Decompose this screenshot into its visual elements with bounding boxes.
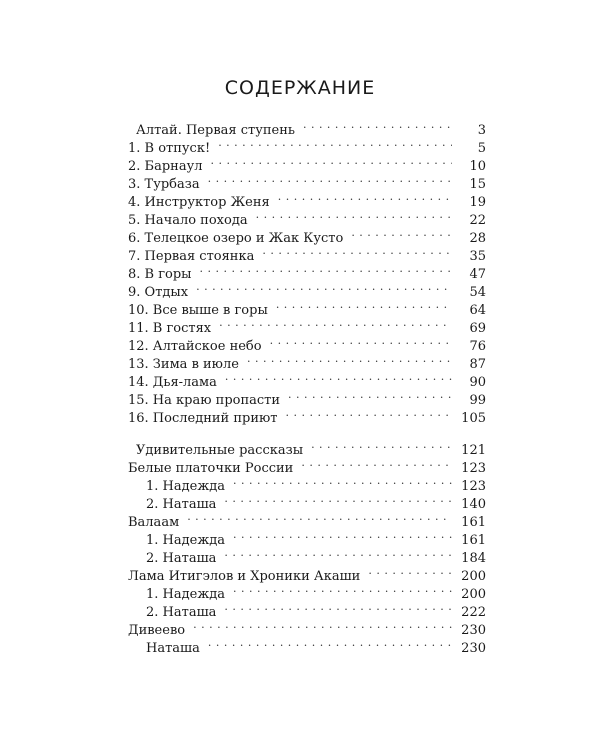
toc-page-number: 121 [461,443,486,458]
toc-entry-title: 8. В горы [128,267,192,282]
toc-page-number: 5 [477,141,486,156]
toc-entry-chapter[interactable] [128,260,486,282]
toc-entry-title: 3. Турбаза [128,177,200,192]
toc-entry-title: 11. В гостях [128,321,212,336]
toc-page-number: 161 [461,515,486,530]
toc-page-number: 230 [461,623,486,638]
toc-entry-title: 15. На краю пропасти [128,393,281,408]
toc-page-number: 87 [469,357,486,372]
toc-dot-leader [270,332,452,350]
toc-entry-title: 4. Инструктор Женя [128,195,270,210]
toc-page-number: 230 [461,641,486,656]
toc-entry-title: 2. Наташа [146,605,217,620]
toc-entry-chapter[interactable] [128,386,486,408]
toc-page-number: 69 [469,321,486,336]
toc-dot-leader [247,350,452,368]
toc-entry-chapter[interactable] [128,278,486,300]
toc-page-number: 35 [469,249,486,264]
toc-entry-chapter[interactable] [128,332,486,354]
toc-entry-title: Лама Итигэлов и Хроники Акаши [128,569,361,584]
toc-dot-leader [303,116,452,134]
toc-entry-title: 6. Телецкое озеро и Жак Кусто [128,231,344,246]
toc-dot-leader [288,386,452,404]
toc-page-number: 90 [469,375,486,390]
toc-dot-leader [262,242,452,260]
toc-page-number: 105 [461,411,486,426]
toc-entry-title: 2. Наташа [146,497,217,512]
toc-page-number: 184 [461,551,486,566]
toc-dot-leader [286,404,453,422]
toc-dot-leader [208,634,452,652]
toc-page-number: 10 [469,159,486,174]
toc-entry-title: 16. Последний приют [128,411,278,426]
page-title: СОДЕРЖАНИЕ [224,77,376,99]
toc-page-number: 200 [461,587,486,602]
toc-entry-title: 1. В отпуск! [128,141,211,156]
toc-entry-section[interactable] [128,454,486,476]
toc-dot-leader [218,134,452,152]
toc-page-number: 222 [461,605,486,620]
toc-page-number: 28 [469,231,486,246]
toc-entry-subsection[interactable] [146,490,486,512]
toc-dot-leader [233,526,452,544]
toc-entry-chapter[interactable] [128,224,486,246]
toc-entry-title: 7. Первая стоянка [128,249,255,264]
toc-entry-chapter[interactable] [128,134,486,156]
toc-dot-leader [256,206,452,224]
toc-dot-leader [193,616,452,634]
toc-dot-leader [187,508,452,526]
toc-entry-chapter[interactable] [128,206,486,228]
toc-page-number: 15 [469,177,486,192]
toc-entry-title: 9. Отдых [128,285,189,300]
toc-entry-chapter[interactable] [128,404,486,426]
toc-entry-subsection[interactable] [146,472,486,494]
toc-dot-leader [224,544,452,562]
toc-entry-title: 10. Все выше в горы [128,303,268,318]
toc-dot-leader [311,436,452,454]
toc-entry-subsection[interactable] [146,598,486,620]
toc-dot-leader [351,224,452,242]
toc-entry-title: 1. Надежда [146,533,226,548]
toc-page-number: 76 [469,339,486,354]
toc-dot-leader [219,314,452,332]
toc-dot-leader [233,580,452,598]
toc-entry-chapter[interactable] [128,368,486,390]
toc-entry-section[interactable] [128,562,486,584]
toc-entry-title: 14. Дья-лама [128,375,217,390]
toc-dot-leader [224,490,452,508]
toc-entry-title: Алтай. Первая ступень [136,123,295,138]
toc-dot-leader [225,368,452,386]
toc-dot-leader [233,472,452,490]
toc-dot-leader [301,454,452,472]
toc-page-number: 123 [461,479,486,494]
toc-entry-chapter[interactable] [128,314,486,336]
toc-entry-chapter[interactable] [128,242,486,264]
toc-page-number: 54 [469,285,486,300]
toc-entry-chapter[interactable] [128,188,486,210]
toc-entry-title: Удивительные рассказы [136,443,304,458]
toc-page-number: 123 [461,461,486,476]
toc-page-number: 161 [461,533,486,548]
toc-dot-leader [278,188,452,206]
toc-entry-chapter[interactable] [128,296,486,318]
toc-entry-chapter[interactable] [128,152,486,174]
toc-entry-title: Валаам [128,515,180,530]
toc-entry-chapter[interactable] [128,350,486,372]
toc-dot-leader [276,296,452,314]
toc-entry-subsection[interactable] [146,580,486,602]
toc-entry-title: 1. Надежда [146,587,226,602]
toc-entry-chapter[interactable] [128,170,486,192]
toc-entry-title: 2. Наташа [146,551,217,566]
toc-entry-title: 5. Начало похода [128,213,248,228]
toc-entry-section[interactable] [128,508,486,530]
toc-entry-title: 13. Зима в июле [128,357,239,372]
toc-dot-leader [210,152,452,170]
toc-entry-title: 12. Алтайское небо [128,339,262,354]
toc-entry-subsection[interactable] [146,634,486,656]
toc-entry-title: 2. Барнаул [128,159,203,174]
toc-dot-leader [368,562,452,580]
toc-page-number: 99 [469,393,486,408]
toc-entry-part[interactable] [136,116,486,138]
toc-page-number: 47 [469,267,486,282]
toc-entry-title: Белые платочки России [128,461,294,476]
toc-dot-leader [196,278,452,296]
toc-entry-section[interactable] [128,616,486,638]
toc-dot-leader [208,170,452,188]
toc-entry-part[interactable] [136,436,486,458]
toc-entry-title: Наташа [146,641,200,656]
toc-dot-leader [200,260,452,278]
toc-page-number: 3 [477,123,486,138]
toc-page-number: 140 [461,497,486,512]
toc-page-number: 19 [469,195,486,210]
toc-entry-subsection[interactable] [146,544,486,566]
toc-entry-title: 1. Надежда [146,479,226,494]
toc-page-number: 22 [469,213,486,228]
toc-entry-subsection[interactable] [146,526,486,548]
toc-dot-leader [224,598,452,616]
toc-page-number: 64 [469,303,486,318]
toc-page-number: 200 [461,569,486,584]
toc-entry-title: Дивеево [128,623,186,638]
